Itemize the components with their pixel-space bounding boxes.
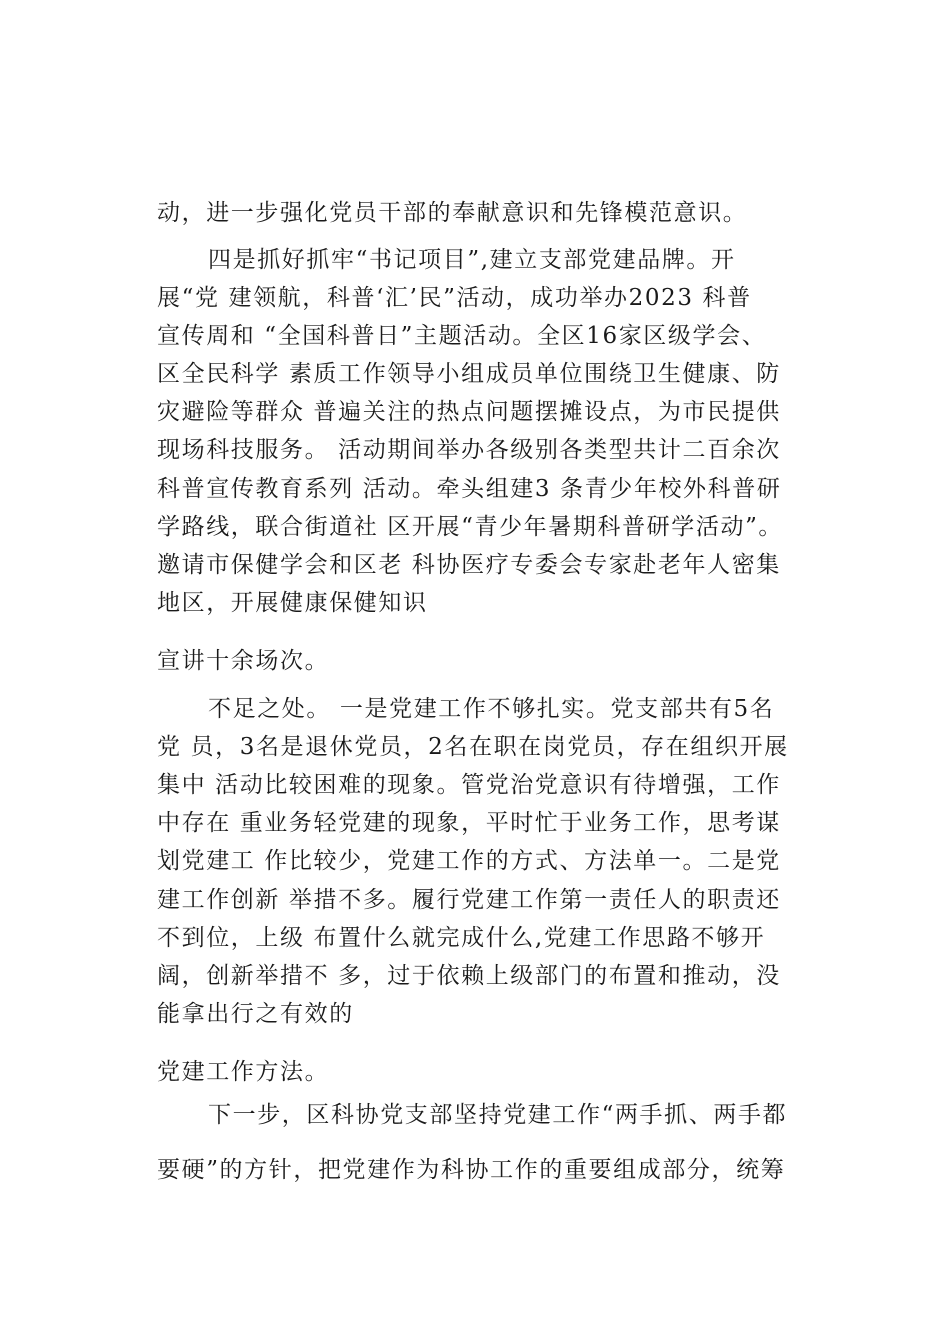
text-line: 四是抓好抓牢“书记项目”,建立支部党建品牌。开	[208, 247, 736, 273]
text-line: 宣传周和 “全国科普日”主题活动。全区16家区级学会、	[157, 323, 767, 349]
text-line: 集中 活动比较困难的现象。管党治党意识有待增强，工作	[157, 772, 781, 798]
text-line: 宣讲十余场次。	[157, 648, 330, 674]
text-line: 下一步，区科协党支部坚持党建工作“两手抓、两手都	[208, 1102, 788, 1128]
text-line: 要硬”的方针，把党建作为科协工作的重要组成部分，统筹	[157, 1157, 786, 1183]
text-line: 党 员，3名是退休党员，2名在职在岗党员，存在组织开展	[157, 734, 789, 760]
text-line: 建工作创新 举措不多。履行党建工作第一责任人的职责还	[157, 887, 781, 913]
text-line: 不到位，上级 布置什么就完成什么,党建工作思路不够开	[157, 925, 766, 951]
text-line: 科普宣传教育系列 活动。牵头组建3 条青少年校外科普研	[157, 476, 782, 502]
text-line: 能拿出行之有效的	[157, 1001, 354, 1027]
text-line: 学路线，联合街道社 区开展“青少年暑期科普研学活动”。	[157, 514, 784, 540]
text-line: 划党建工 作比较少，党建工作的方式、方法单一。二是党	[157, 848, 781, 874]
text-line: 不足之处。 一是党建工作不够扎实。党支部共有5名	[208, 696, 775, 722]
text-line: 区全民科学 素质工作领导小组成员单位围绕卫生健康、防	[157, 361, 781, 387]
text-line: 灾避险等群众 普遍关注的热点问题摆摊设点，为市民提供	[157, 399, 781, 425]
text-line: 动，进一步强化党员干部的奉献意识和先锋模范意识。	[157, 200, 748, 226]
text-line: 邀请市保健学会和区老 科协医疗专委会专家赴老年人密集	[157, 552, 781, 578]
text-line: 现场科技服务。 活动期间举办各级别各类型共计二百余次	[157, 437, 781, 463]
text-line: 地区，开展健康保健知识	[157, 590, 428, 616]
text-line: 党建工作方法。	[157, 1059, 330, 1085]
text-line: 中存在 重业务轻党建的现象，平时忙于业务工作，思考谋	[157, 810, 781, 836]
text-line: 阔，创新举措不 多，过于依赖上级部门的布置和推动，没	[157, 963, 781, 989]
text-line: 展“党 建领航，科普‘汇’民”活动，成功举办2023 科普	[157, 285, 752, 311]
